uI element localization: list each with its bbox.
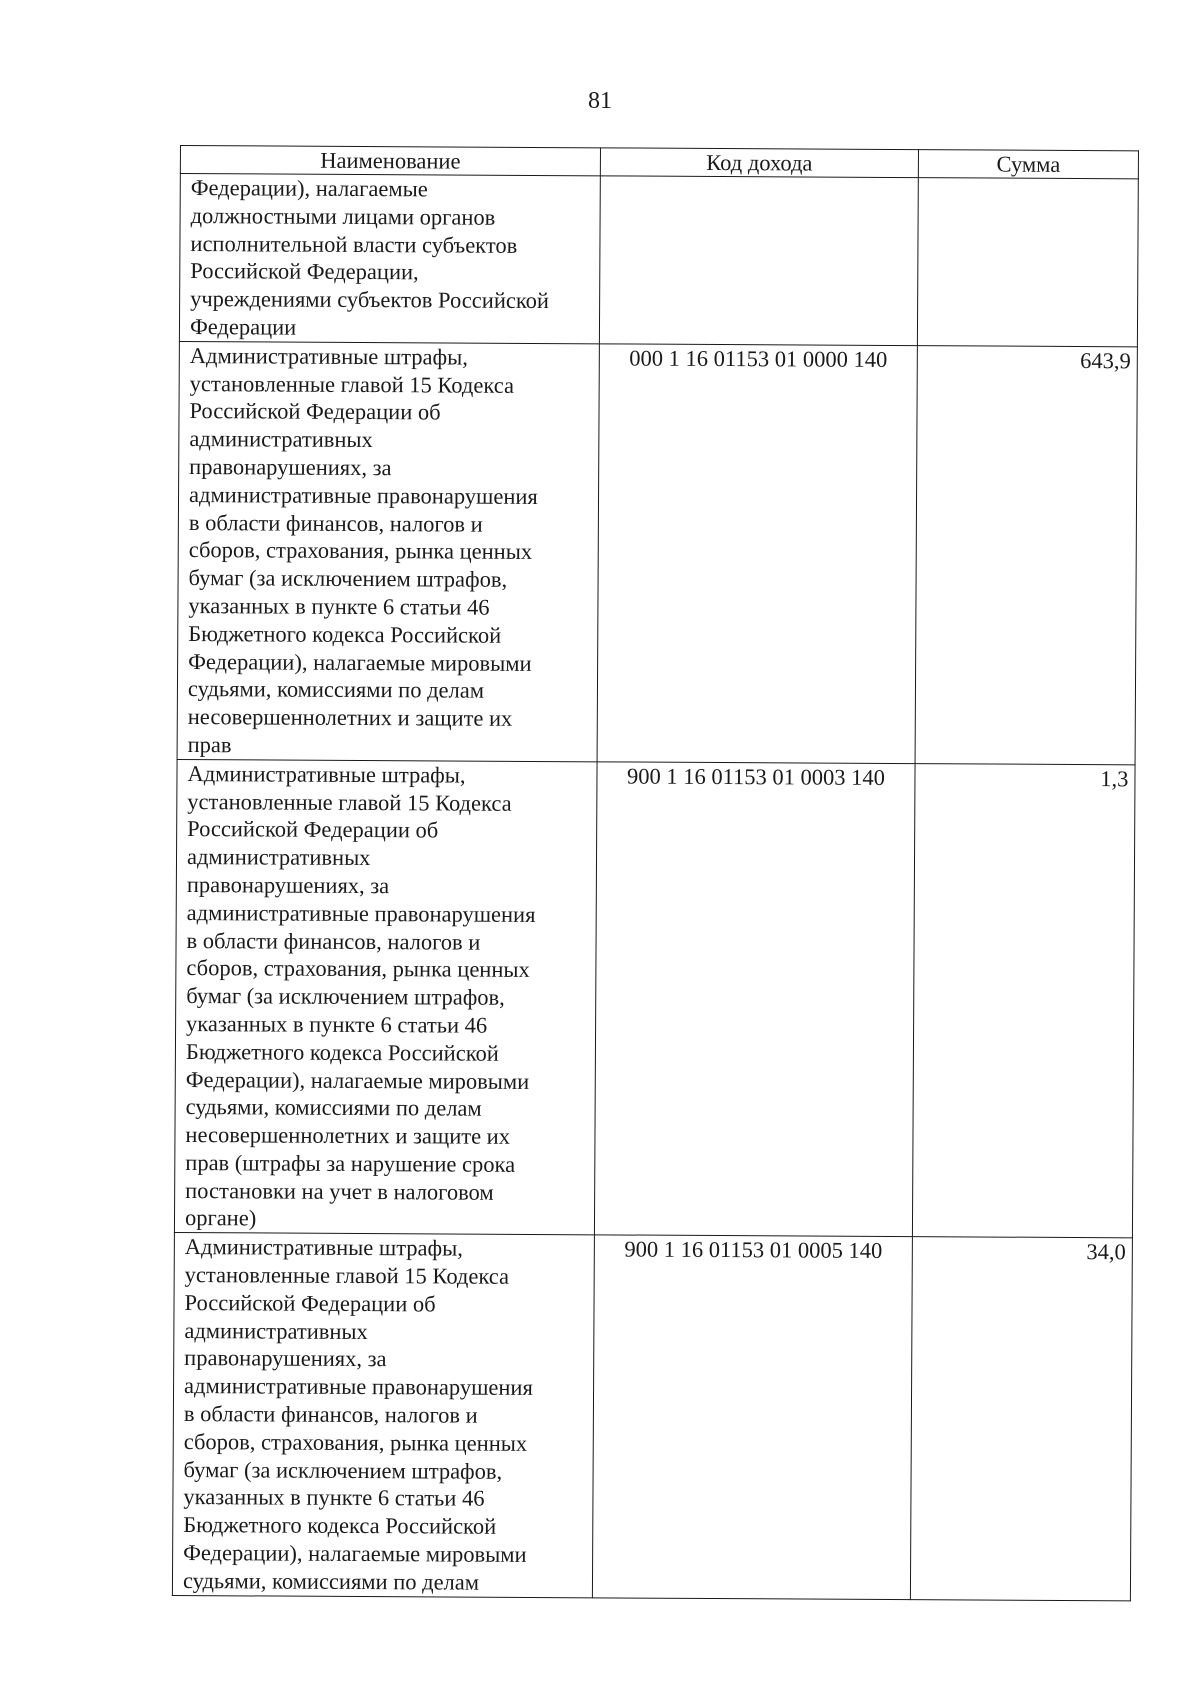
revenue-table bbox=[172, 145, 1139, 1601]
name-line: правонарушениях, за bbox=[186, 871, 390, 899]
table-row bbox=[179, 174, 1138, 347]
sum-cell: 34,0 bbox=[910, 1237, 1132, 1601]
name-line: Бюджетного кодекса Российской bbox=[183, 1512, 497, 1540]
name-line: Административные штрафы, bbox=[184, 1234, 463, 1261]
page-number: 81 bbox=[588, 88, 612, 114]
sum-cell: 1,3 bbox=[912, 763, 1135, 1238]
name-line: Российской Федерации, bbox=[190, 258, 419, 285]
name-line: указанных в пункте 6 статьи 46 bbox=[186, 1010, 488, 1038]
name-line: бумаг (за исключением штрафов, bbox=[188, 565, 508, 592]
name-line: Бюджетного кодекса Российской bbox=[185, 1038, 499, 1066]
name-line: бумаг (за исключением штрафов, bbox=[183, 1456, 503, 1484]
sum-cell: 643,9 bbox=[915, 345, 1137, 764]
code-cell: 900 1 16 01153 01 0005 140 bbox=[592, 1235, 912, 1599]
code-cell bbox=[599, 176, 918, 346]
name-line: административных bbox=[186, 844, 371, 871]
name-line: Федерации), налагаемые bbox=[190, 175, 428, 202]
name-line: сборов, страхования, рынка ценных bbox=[186, 955, 530, 983]
code-cell: 000 1 16 01153 01 0000 140 bbox=[597, 344, 917, 764]
name-line: несовершеннолетних и защите их bbox=[187, 704, 513, 732]
name-line: Административные штрафы, bbox=[189, 342, 468, 370]
name-line: постановки на учет в налоговом bbox=[185, 1177, 494, 1205]
name-line: несовершеннолетних и защите их bbox=[185, 1122, 511, 1149]
name-line: бумаг (за исключением штрафов, bbox=[186, 983, 505, 1010]
sum-cell bbox=[917, 178, 1138, 347]
name-line: Федерации), налагаемые мировыми bbox=[188, 648, 532, 676]
name-line: административных bbox=[189, 426, 373, 453]
name-line: установленные главой 15 Кодекса bbox=[187, 788, 512, 816]
table-row bbox=[177, 341, 1137, 764]
name-line: судьями, комиссиями по делам bbox=[185, 1094, 482, 1121]
name-line: в области финансов, налогов и bbox=[188, 509, 483, 537]
header-sum: Сумма bbox=[918, 150, 1138, 179]
name-line: Федерации), налагаемые мировыми bbox=[185, 1066, 530, 1094]
name-line: установленные главой 15 Кодекса bbox=[184, 1262, 510, 1289]
name-line: Российской Федерации об bbox=[187, 816, 439, 843]
name-line: в области финансов, налогов и bbox=[183, 1401, 478, 1428]
name-line: судьями, комиссиями по делам bbox=[187, 676, 485, 704]
name-line: Бюджетного кодекса Российской bbox=[188, 620, 502, 648]
name-line: Федерации bbox=[189, 314, 297, 340]
name-line: указанных в пункте 6 статьи 46 bbox=[188, 593, 490, 620]
name-line: Федерации), налагаемые мировыми bbox=[183, 1540, 527, 1568]
table-row bbox=[172, 1233, 1132, 1601]
table-body bbox=[172, 174, 1138, 1601]
name-line: административные правонарушения bbox=[184, 1373, 533, 1401]
name-line: сборов, страхования, рынка ценных bbox=[188, 537, 533, 565]
name-line: правонарушениях, за bbox=[189, 454, 392, 481]
name-line: административные правонарушения bbox=[186, 899, 536, 927]
name-line: должностными лицами органов bbox=[190, 202, 496, 230]
name-line: административные правонарушения bbox=[188, 481, 538, 509]
header-code: Код дохода bbox=[600, 148, 918, 178]
name-line: указанных в пункте 6 статьи 46 bbox=[183, 1484, 485, 1512]
name-line: административных bbox=[184, 1317, 368, 1344]
name-cell bbox=[172, 1233, 594, 1598]
name-line: органе) bbox=[184, 1205, 257, 1231]
name-line: установленные главой 15 Кодекса bbox=[189, 370, 515, 398]
code-cell: 900 1 16 01153 01 0003 140 bbox=[594, 762, 915, 1237]
table-row bbox=[174, 759, 1135, 1238]
name-line: судьями, комиссиями по делам bbox=[182, 1567, 480, 1595]
name-line: правонарушениях, за bbox=[184, 1345, 387, 1372]
name-line: в области финансов, налогов и bbox=[186, 927, 481, 955]
name-line: Российской Федерации об bbox=[189, 398, 441, 425]
name-cell bbox=[174, 759, 597, 1235]
name-line: Административные штрафы, bbox=[187, 760, 466, 788]
name-line: прав bbox=[187, 731, 232, 758]
header-name: Наименование bbox=[180, 146, 600, 176]
name-line: сборов, страхования, рынка ценных bbox=[183, 1428, 528, 1456]
name-line: исполнительной власти субъектов bbox=[190, 230, 518, 258]
name-line: прав (штрафы за нарушение срока bbox=[185, 1149, 516, 1177]
name-cell bbox=[179, 174, 600, 344]
name-line: Российской Федерации об bbox=[184, 1289, 436, 1317]
name-line: учреждениями субъектов Российской bbox=[190, 286, 550, 314]
name-cell bbox=[177, 341, 599, 761]
